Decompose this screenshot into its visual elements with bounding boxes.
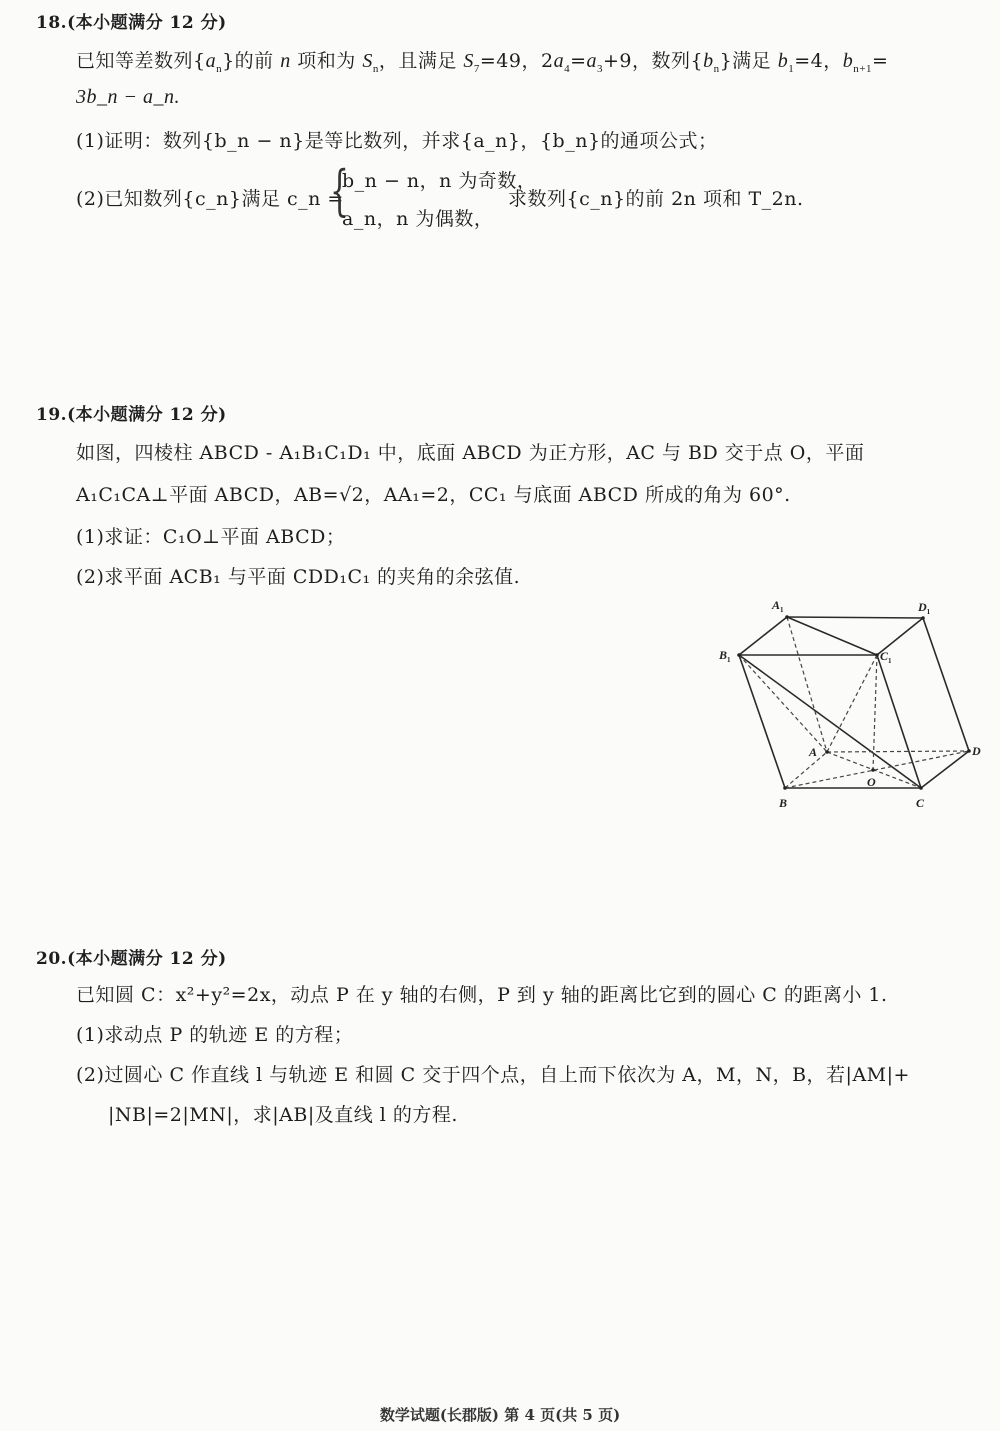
- dashed-edges: [739, 617, 969, 788]
- edge-A-D: [827, 751, 969, 752]
- label-B: B: [779, 796, 788, 810]
- q20-score: (本小题满分 12 分): [67, 949, 227, 969]
- math: n: [280, 50, 291, 72]
- edge-A1-A: [787, 617, 827, 752]
- label-C: C: [916, 796, 925, 810]
- q20-part2-line2: |NB|=2|MN|，求|AB|及直线 l 的方程.: [108, 1104, 458, 1126]
- vertex-C1: [875, 653, 879, 657]
- label-C1: $C_1$: [880, 649, 892, 665]
- vertex-C: [919, 786, 923, 790]
- q18-stem-line2: 3b_n − a_n.: [76, 86, 180, 108]
- q18-number: 18.: [36, 13, 68, 33]
- vertex-A: [825, 750, 829, 754]
- q20-heading: [36, 944, 227, 969]
- vertex-D: [967, 749, 971, 753]
- q19-stem-line2: A₁C₁CA⊥平面 ABCD，AB=√2，AA₁=2，CC₁ 与底面 ABCD 所成的角为 60°.: [76, 484, 791, 506]
- math: $a_3$: [586, 50, 603, 75]
- edge-B1-B: [739, 655, 785, 788]
- piecewise-brace: {: [330, 159, 349, 222]
- q18-score: (本小题满分 12 分): [67, 13, 227, 33]
- edge-B-A: [785, 752, 827, 788]
- edge-A1-B1: [739, 617, 787, 655]
- edge-B1-A: [739, 655, 827, 752]
- text: =: [570, 50, 587, 72]
- q20-stem: 已知圆 C：x²+y²=2x，动点 P 在 y 轴的右侧，P 到 y 轴的距离比它到的圆心 C 的距离小 1.: [76, 984, 888, 1006]
- edge-B1-C: [739, 655, 921, 788]
- text: }满足: [719, 50, 778, 72]
- text: =: [871, 50, 889, 72]
- vertex-labels: [718, 598, 981, 810]
- q18-part2-case2: a_n，n 为偶数，: [342, 208, 494, 230]
- math: $a_4$: [553, 50, 571, 75]
- text: ，且满足: [378, 50, 464, 72]
- label-O: O: [867, 775, 876, 789]
- text: 项和为: [290, 50, 363, 72]
- math: $a_n$: [205, 50, 223, 75]
- math: $S_7$: [463, 50, 480, 75]
- q20-number: 20.: [36, 949, 68, 969]
- q19-number: 19.: [36, 405, 68, 425]
- q18-part2-lead: (2)已知数列{c_n}满足 c_n =: [76, 188, 344, 210]
- vertex-D1: [921, 616, 925, 620]
- q19-part2: (2)求平面 ACB₁ 与平面 CDD₁C₁ 的夹角的余弦值.: [76, 566, 521, 588]
- math: $S_n$: [362, 50, 379, 75]
- vertex-dots: [737, 615, 971, 790]
- edge-D-D1: [923, 618, 969, 751]
- math: $b_n$: [703, 50, 720, 75]
- edge-A1-D1: [787, 617, 923, 618]
- label-D: D: [972, 744, 981, 758]
- vertex-B: [783, 786, 787, 790]
- text: =49，2: [479, 50, 554, 72]
- label-A: A: [809, 745, 818, 759]
- vertex-A1: [785, 615, 789, 619]
- q18-part2-case1: b_n − n，n 为奇数，: [342, 170, 537, 192]
- q18-part1: (1)证明：数列{b_n − n}是等比数列，并求{a_n}，{b_n}的通项公式；: [76, 130, 718, 152]
- label-B1: $B_1$: [719, 648, 731, 664]
- vertex-O: [871, 768, 875, 772]
- text: 已知等差数列{: [76, 50, 206, 72]
- text: +9，数列{: [602, 50, 704, 72]
- vertex-B1: [737, 653, 741, 657]
- edge-C-D: [921, 751, 969, 788]
- q19-stem-line1: 如图，四棱柱 ABCD - A₁B₁C₁D₁ 中，底面 ABCD 为正方形，AC 与 BD 交于点 O，平面: [76, 442, 865, 464]
- math: $b_1$: [777, 50, 795, 75]
- q20-part2-line1: (2)过圆心 C 作直线 l 与轨迹 E 和圆 C 交于四个点，自上而下依次为 A，M，N，B，若|AM|+: [76, 1064, 910, 1086]
- label-A1: $A_1$: [772, 598, 784, 614]
- label-D1: $D_1$: [918, 600, 931, 616]
- text: =4，: [794, 50, 843, 72]
- q19-part1: (1)求证：C₁O⊥平面 ABCD；: [76, 526, 346, 548]
- q20-part1: (1)求动点 P 的轨迹 E 的方程；: [76, 1024, 354, 1046]
- q18-part2-tail: 求数列{c_n}的前 2n 项和 T_2n.: [508, 188, 804, 210]
- q19-score: (本小题满分 12 分): [67, 405, 227, 425]
- edge-A1-C1: [787, 617, 877, 655]
- page-footer: 数学试题(长郡版) 第 4 页(共 5 页): [379, 1406, 621, 1424]
- text: }的前: [222, 50, 281, 72]
- math: $b_{n+1}$: [842, 50, 872, 75]
